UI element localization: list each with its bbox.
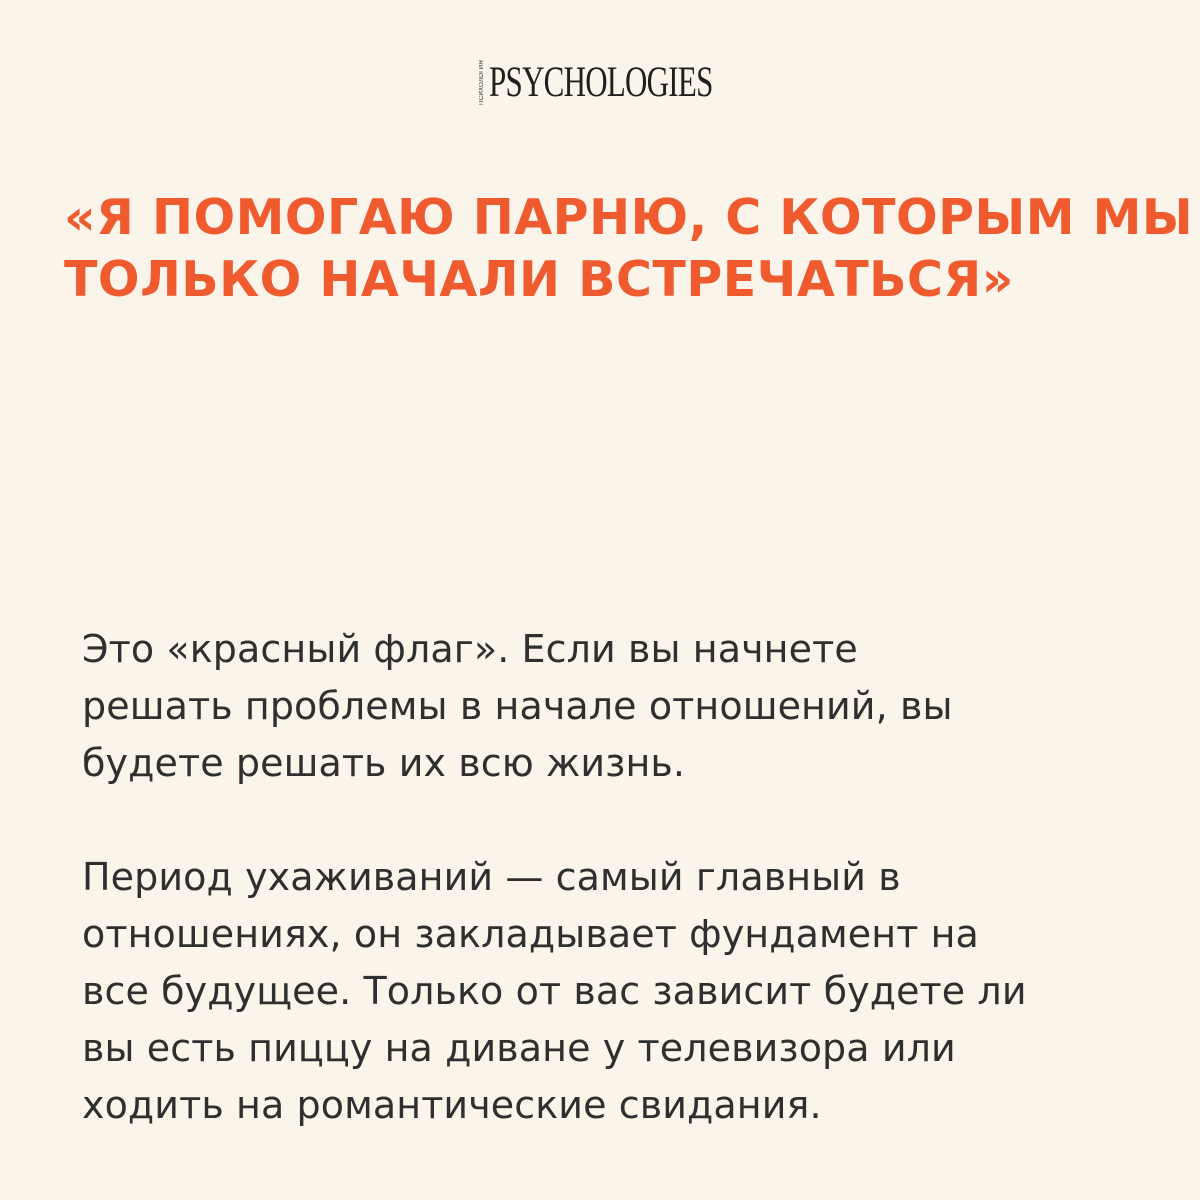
logo-main-text: PSYCHOLOGIES [489,58,713,106]
psychologies-logo [0,60,1200,109]
article-body [82,621,1132,1134]
logo-small-vertical-text: ПСИХОЛОГИЯ [479,60,485,105]
headline-line-1: «Я ПОМОГАЮ ПАРНЮ, С КОТОРЫМ МЫ [64,189,1194,246]
headline-quote [64,187,1194,311]
paragraph-2-line-2: отношениях, он закладывает фундамент на [82,912,979,956]
paragraph-1-line-2: решать проблемы в начале отношений, вы [82,684,953,728]
paragraph-2-line-1: Период ухаживаний — самый главный в [82,855,901,899]
paragraph-2-line-4: вы есть пиццу на диване у телевизора или [82,1026,956,1070]
logo-wordmark [479,60,721,105]
paragraph-2-line-3: все будущее. Только от вас зависит будете ли [82,969,1027,1013]
paragraph-1-line-3: будете решать их всю жизнь. [82,741,686,785]
paragraph-2-line-5: ходить на романтические свидания. [82,1083,822,1127]
paragraph-1-line-1: Это «красный флаг». Если вы начнете [82,627,858,671]
paragraph-1 [82,621,1132,792]
headline-line-2: ТОЛЬКО НАЧАЛИ ВСТРЕЧАТЬСЯ» [64,251,1014,308]
paragraph-2 [82,849,1132,1134]
